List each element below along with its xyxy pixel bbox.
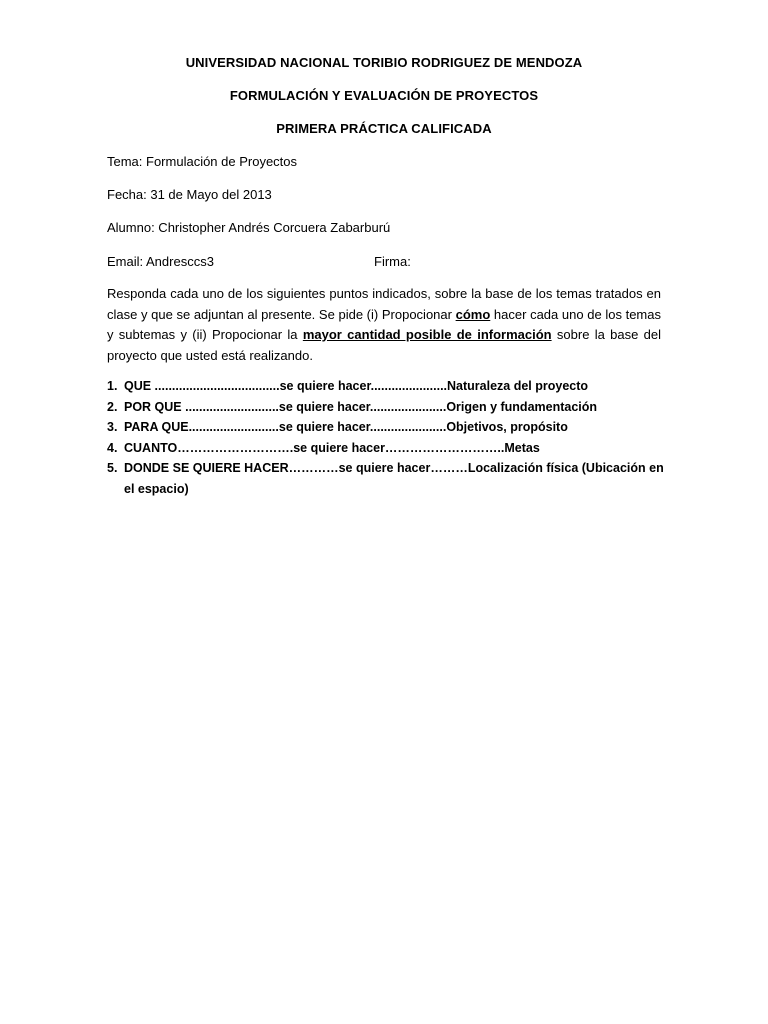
question-number: 1.: [107, 379, 118, 393]
university-title: UNIVERSIDAD NACIONAL TORIBIO RODRIGUEZ DE MENDOZA: [185, 55, 583, 70]
course-title: FORMULACIÓN Y EVALUACIÓN DE PROYECTOS: [229, 88, 539, 103]
instructions-emphasis-como: cómo: [455, 306, 491, 322]
question-number: 3.: [107, 420, 118, 434]
instructions-paragraph: [107, 284, 661, 366]
instructions-text-1: Responda cada uno de los siguientes puntos indicados, sobre la base de los temas tratados en clase y que se adjuntan al presente. Se pide (i) Propocionar: [107, 286, 661, 322]
tema-field: Tema: Formulación de Proyectos: [107, 154, 298, 169]
question-number: 4.: [107, 440, 118, 455]
firma-field: Firma:: [374, 254, 411, 269]
instructions-text-3: sobre la base del proyecto que usted está realizando.: [107, 327, 661, 363]
exam-title: PRIMERA PRÁCTICA CALIFICADA: [276, 121, 492, 136]
question-number: 2.: [107, 399, 118, 414]
question-text: PARA QUE..........................se quiere hacer......................Objetivos, propósito: [124, 420, 568, 434]
question-text: DONDE SE QUIERE HACER…………se quiere hacer………Localización física (Ubicación en el espacio): [124, 461, 664, 496]
alumno-field: Alumno: Christopher Andrés Corcuera Zabarburú: [107, 220, 391, 235]
question-item: [107, 397, 667, 418]
question-text: QUE ....................................se quiere hacer......................Naturaleza del proyecto: [124, 379, 589, 393]
question-text: POR QUE ...........................se quiere hacer......................Origen y fundamentación: [124, 399, 598, 414]
question-item: [107, 376, 667, 397]
instructions-emphasis-informacion: mayor cantidad posible de información: [302, 327, 552, 342]
question-text: CUANTO……………………….se quiere hacer………………………..Metas: [124, 440, 540, 455]
questions-list: [107, 376, 667, 499]
question-item: [107, 417, 667, 438]
fecha-field: Fecha: 31 de Mayo del 2013: [107, 187, 272, 202]
question-item: [107, 438, 667, 459]
question-number: 5.: [107, 461, 118, 475]
instructions-text-2: hacer cada uno de los temas y subtemas y (ii) Propocionar la: [107, 306, 661, 342]
email-field: Email: Andresccs3: [107, 254, 214, 269]
question-item: [107, 458, 667, 499]
